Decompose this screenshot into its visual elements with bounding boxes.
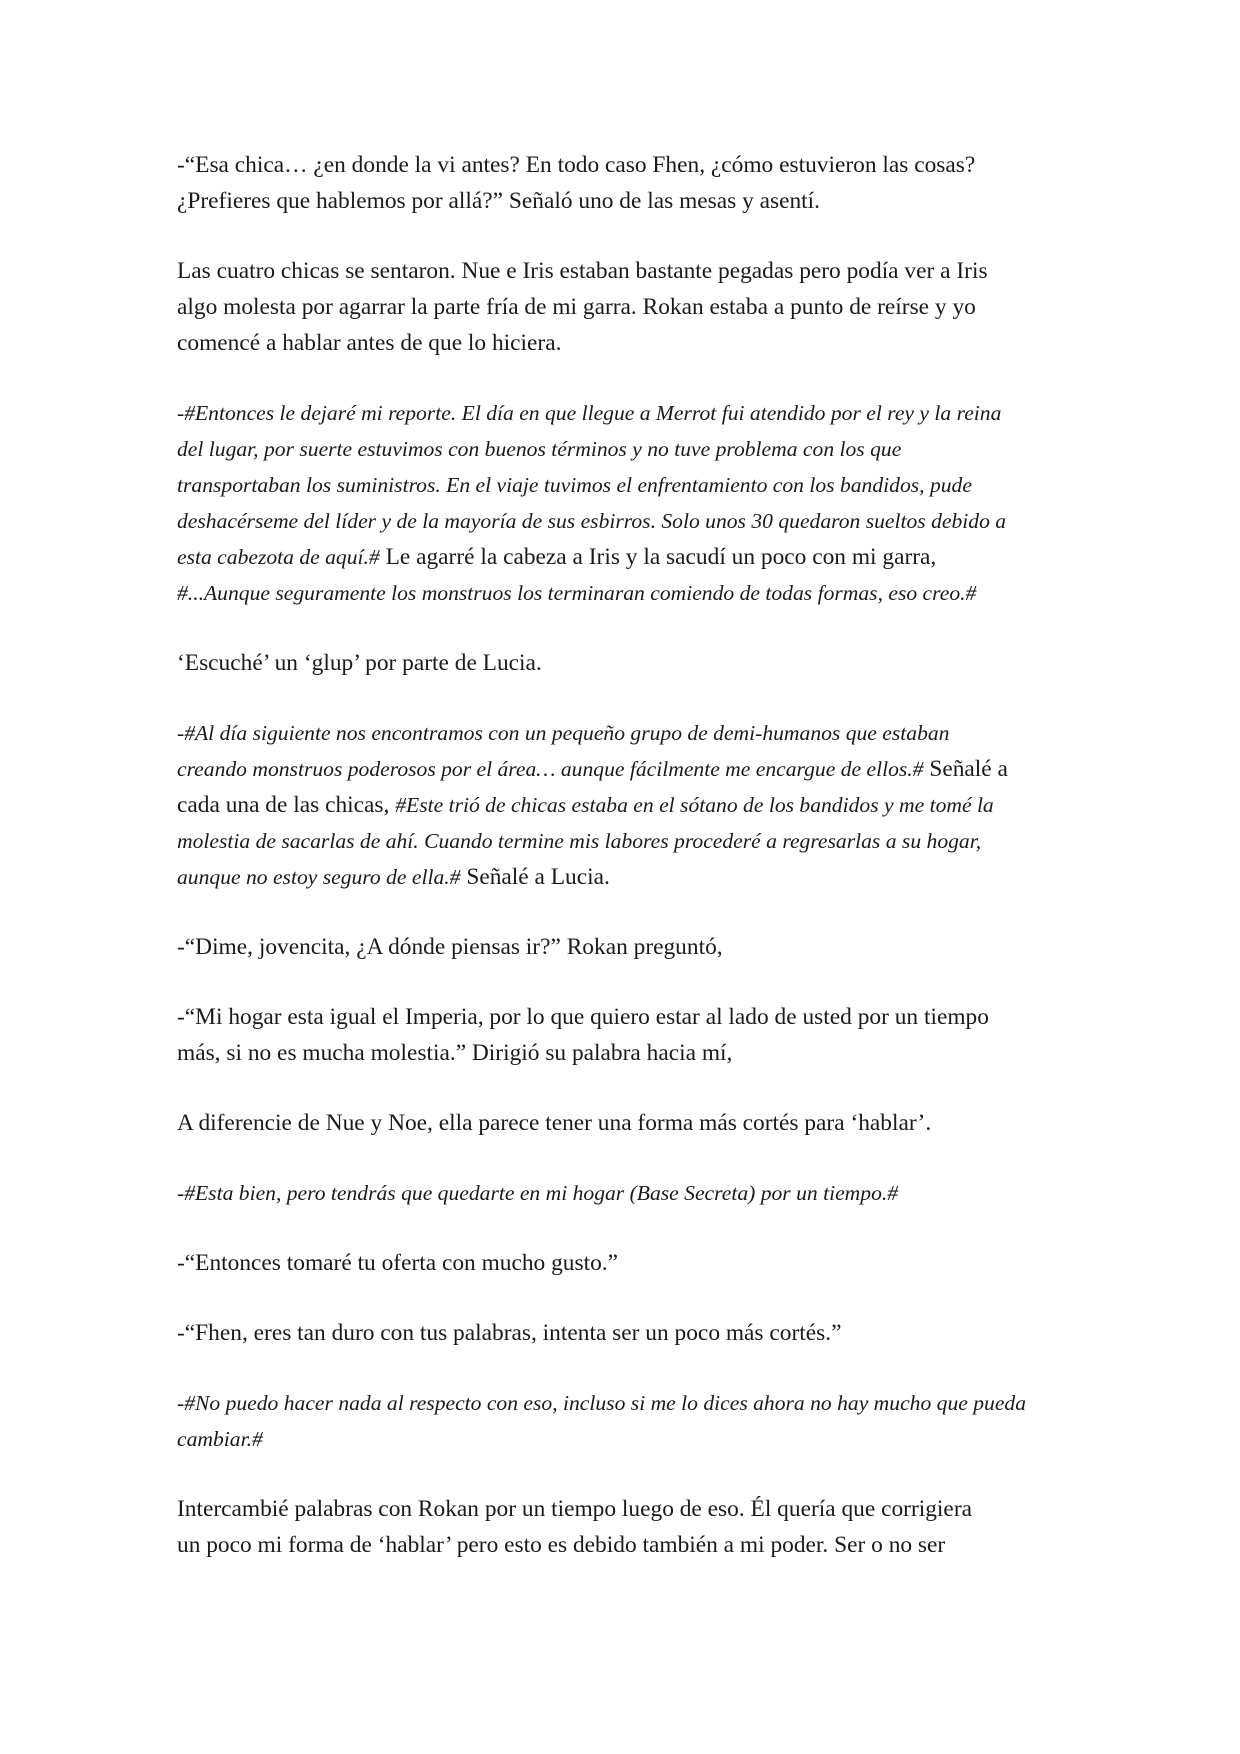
paragraph xyxy=(177,1315,1067,1351)
thought-text: transportaban los suministros. En el viaje tuvimos el enfrentamiento con los bandidos, pude xyxy=(177,473,972,497)
text-line xyxy=(177,431,1067,467)
text-line: Las cuatro chicas se sentaron. Nue e Iris estaban bastante pegadas pero podía ver a Iris xyxy=(177,258,988,284)
text-line: -#No puedo hacer nada al respecto con eso, incluso si me lo dices ahora no hay mucho que pueda xyxy=(177,1391,1026,1415)
paragraph xyxy=(177,999,1067,1071)
text-line: A diferencie de Nue y Noe, ella parece tener una forma más cortés para ‘hablar’. xyxy=(177,1110,932,1136)
paragraph xyxy=(177,645,1067,681)
thought-text: molestia de sacarlas de ahí. Cuando termine mis labores procederé a regresarlas a su hogar, xyxy=(177,829,982,853)
paragraph xyxy=(177,1175,1067,1211)
thought-text: del lugar, por suerte estuvimos con buenos términos y no tuve problema con los que xyxy=(177,437,902,461)
text-line: -#Esta bien, pero tendrás que quedarte en mi hogar (Base Secreta) por un tiempo.# xyxy=(177,1181,899,1205)
text-line: más, si no es mucha molestia.” Dirigió su palabra hacia mí, xyxy=(177,1040,733,1066)
thought-text: #...Aunque seguramente los monstruos los terminaran comiendo de todas formas, eso creo.# xyxy=(177,581,977,605)
body-text xyxy=(177,147,1067,1597)
text-line: cambiar.# xyxy=(177,1427,263,1451)
text-line: -“Fhen, eres tan duro con tus palabras, intenta ser un poco más cortés.” xyxy=(177,1320,842,1346)
narration-text: cada una de las chicas, xyxy=(177,792,396,818)
paragraph xyxy=(177,1491,1067,1563)
text-line: -“Mi hogar esta igual el Imperia, por lo que quiero estar al lado de usted por un tiempo xyxy=(177,1004,989,1030)
paragraph xyxy=(177,1245,1067,1281)
text-line: Intercambié palabras con Rokan por un tiempo luego de eso. Él quería que corrigiera xyxy=(177,1496,972,1522)
text-line: comencé a hablar antes de que lo hiciera. xyxy=(177,330,562,356)
narration-text: Señalé a xyxy=(923,756,1008,782)
text-line xyxy=(177,467,1067,503)
paragraph xyxy=(177,715,1067,895)
text-line: algo molesta por agarrar la parte fría de mi garra. Rokan estaba a punto de reírse y yo xyxy=(177,294,976,320)
thought-text: #Este trió de chicas estaba en el sótano de los bandidos y me tomé la xyxy=(395,793,994,817)
text-line xyxy=(177,751,1067,787)
thought-text: creando monstruos poderosos por el área… aunque fácilmente me encargue de ellos.# xyxy=(177,757,924,781)
thought-text: -#Entonces le dejaré mi reporte. El día en que llegue a Merrot fui atendido por el rey y la reina xyxy=(177,401,1002,425)
thought-text: deshacérseme del líder y de la mayoría de sus esbirros. Solo unos 30 quedaron sueltos debido a xyxy=(177,509,1007,533)
thought-text: esta cabezota de aquí.# xyxy=(177,545,380,569)
paragraph xyxy=(177,929,1067,965)
narration-text: Le agarré la cabeza a Iris y la sacudí un poco con mi garra, xyxy=(379,544,937,570)
text-line xyxy=(177,787,1067,823)
paragraph xyxy=(177,253,1067,361)
paragraph xyxy=(177,395,1067,611)
narration-text: Señalé a Lucia. xyxy=(460,864,610,890)
text-line: -“Esa chica… ¿en donde la vi antes? En todo caso Fhen, ¿cómo estuvieron las cosas? xyxy=(177,152,976,178)
text-line xyxy=(177,395,1067,431)
text-line xyxy=(177,715,1067,751)
text-line: ‘Escuché’ un ‘glup’ por parte de Lucia. xyxy=(177,650,542,676)
thought-text: -#Al día siguiente nos encontramos con un pequeño grupo de demi-humanos que estaban xyxy=(177,721,950,745)
paragraph xyxy=(177,1105,1067,1141)
text-line xyxy=(177,539,1067,575)
text-line xyxy=(177,823,1067,859)
text-line xyxy=(177,575,1067,611)
thought-text: aunque no estoy seguro de ella.# xyxy=(177,865,461,889)
text-line xyxy=(177,503,1067,539)
text-line: un poco mi forma de ‘hablar’ pero esto es debido también a mi poder. Ser o no ser xyxy=(177,1532,946,1558)
paragraph xyxy=(177,1385,1067,1457)
text-line: -“Entonces tomaré tu oferta con mucho gusto.” xyxy=(177,1250,619,1276)
text-line: -“Dime, jovencita, ¿A dónde piensas ir?” Rokan preguntó, xyxy=(177,934,723,960)
paragraph xyxy=(177,147,1067,219)
text-line: ¿Prefieres que hablemos por allá?” Señaló uno de las mesas y asentí. xyxy=(177,188,821,214)
text-line xyxy=(177,859,1067,895)
